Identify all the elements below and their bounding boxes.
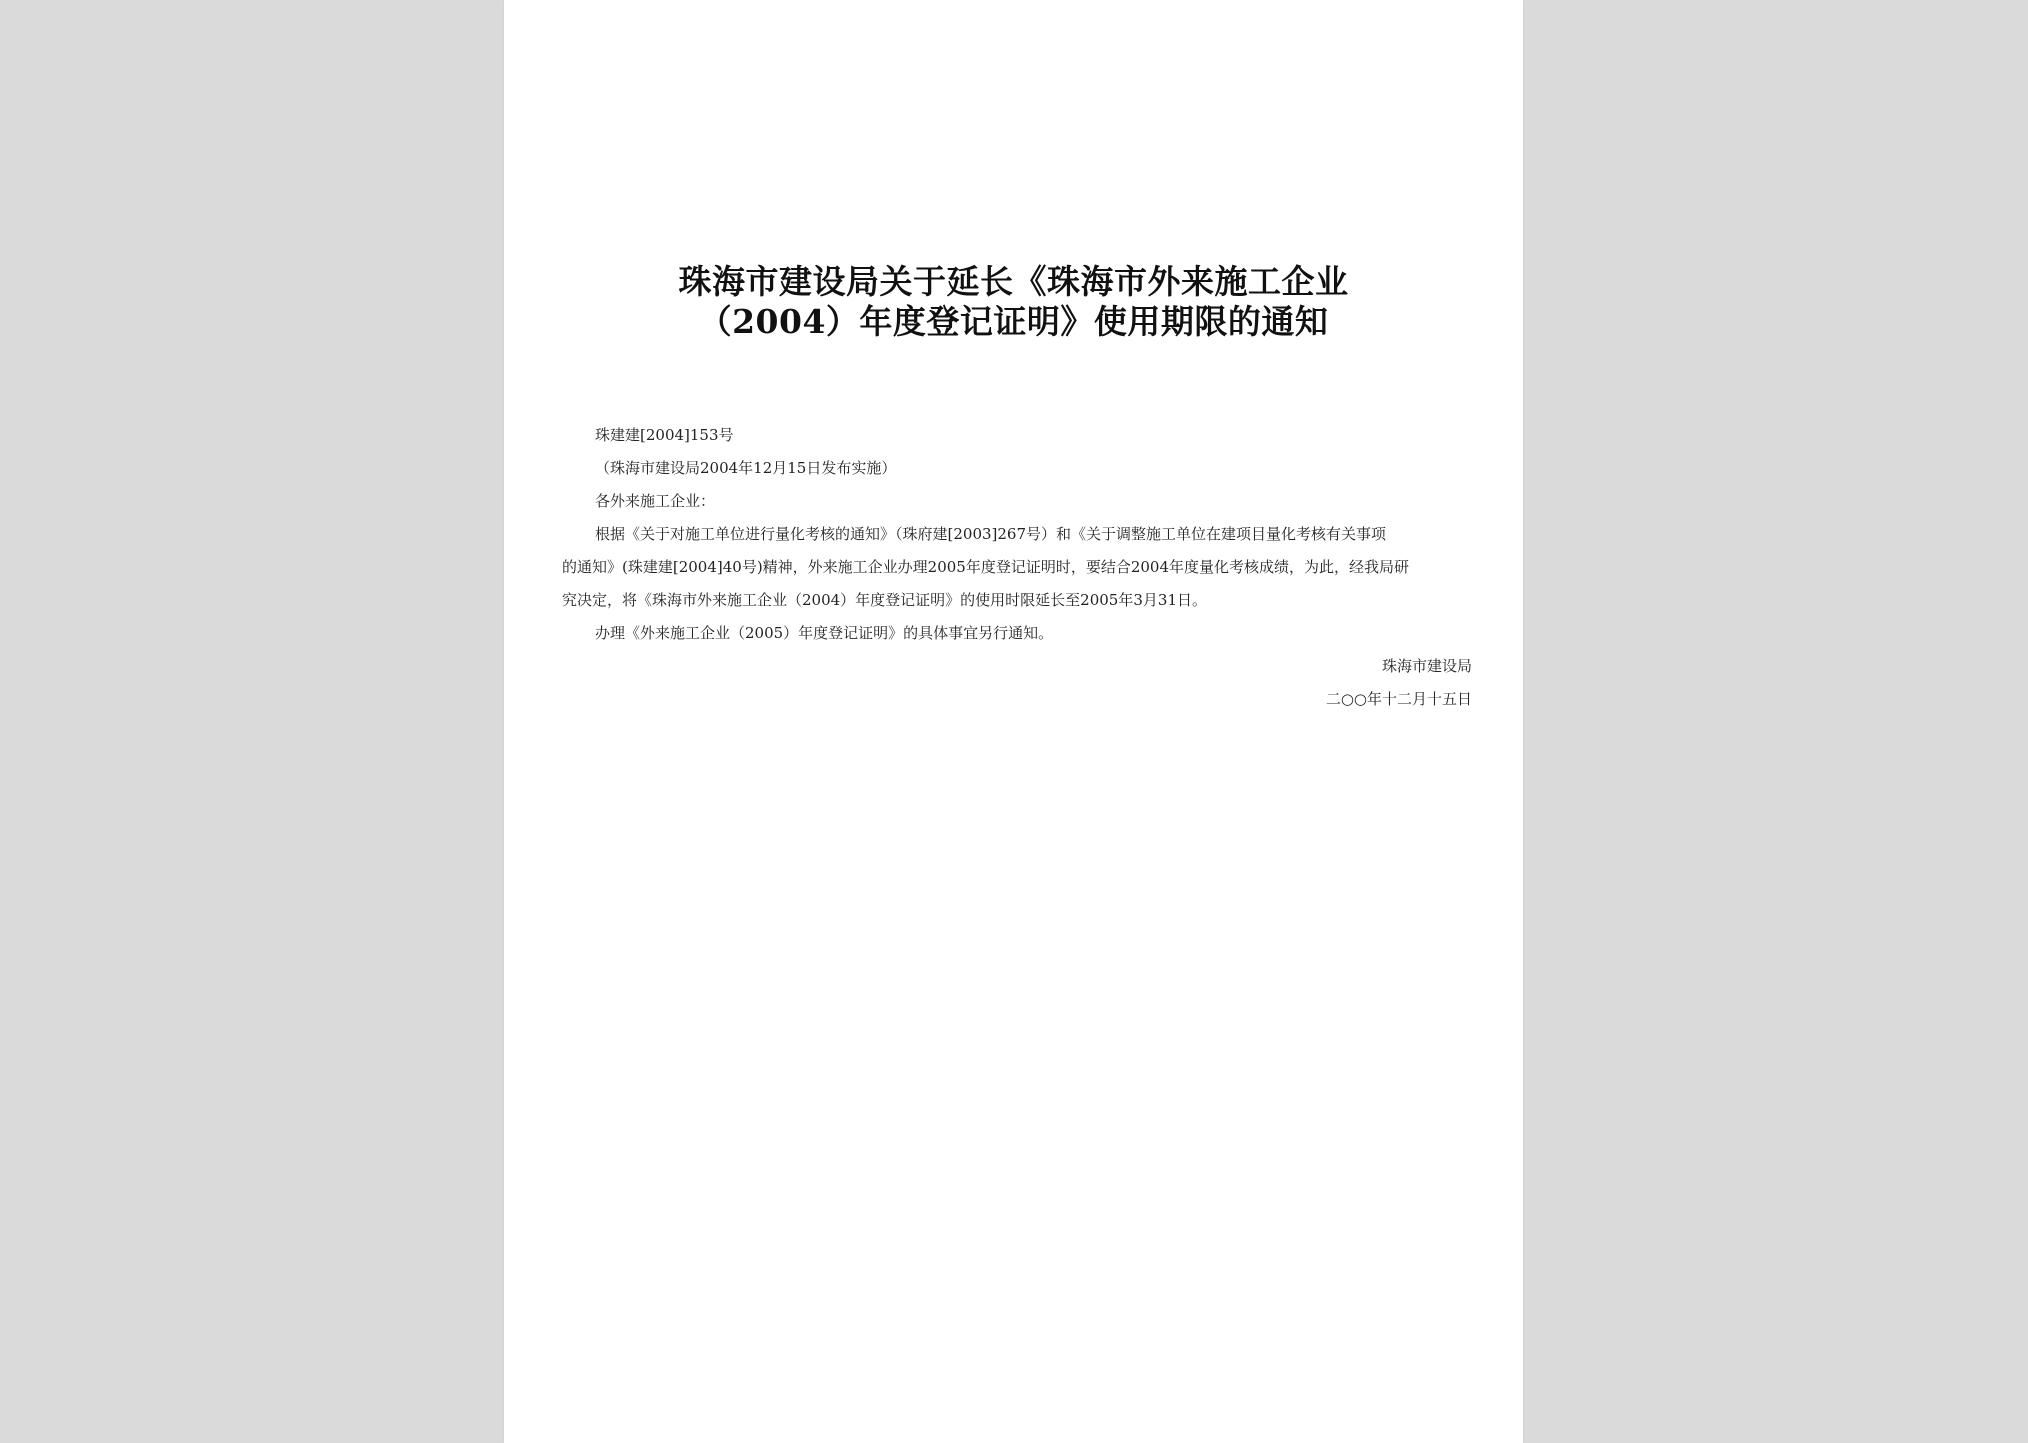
- document-title: [504, 262, 1523, 342]
- paragraph-1: [562, 518, 1472, 617]
- issue-note: （珠海市建设局2004年12月15日发布实施）: [595, 459, 897, 477]
- signature: 珠海市建设局: [1381, 657, 1472, 675]
- paragraph-1-line-3: 究决定，将《珠海市外来施工企业（2004）年度登记证明》的使用时限延长至2005年3月31日。: [562, 591, 1207, 609]
- title-line-2: （2004）年度登记证明》使用期限的通知: [698, 302, 1329, 341]
- paragraph-1-line-1: 根据《关于对施工单位进行量化考核的通知》（珠府建[2003]267号）和《关于调整施工单位在建项目量化考核有关事项: [595, 525, 1387, 543]
- document-page: [504, 0, 1523, 1443]
- paragraph-1-line-2: 的通知》(珠建建[2004]40号)精神，外来施工企业办理2005年度登记证明时，要结合2004年度量化考核成绩，为此，经我局研: [562, 558, 1410, 576]
- paragraph-2: 办理《外来施工企业（2005）年度登记证明》的具体事宜另行通知。: [595, 624, 1054, 642]
- salutation: 各外来施工企业：: [595, 492, 716, 510]
- document-body: [562, 419, 1472, 716]
- document-number: 珠建建[2004]153号: [595, 426, 734, 444]
- document-date: 二○○年十二月十五日: [1325, 690, 1472, 708]
- title-line-1: 珠海市建设局关于延长《珠海市外来施工企业: [678, 262, 1349, 301]
